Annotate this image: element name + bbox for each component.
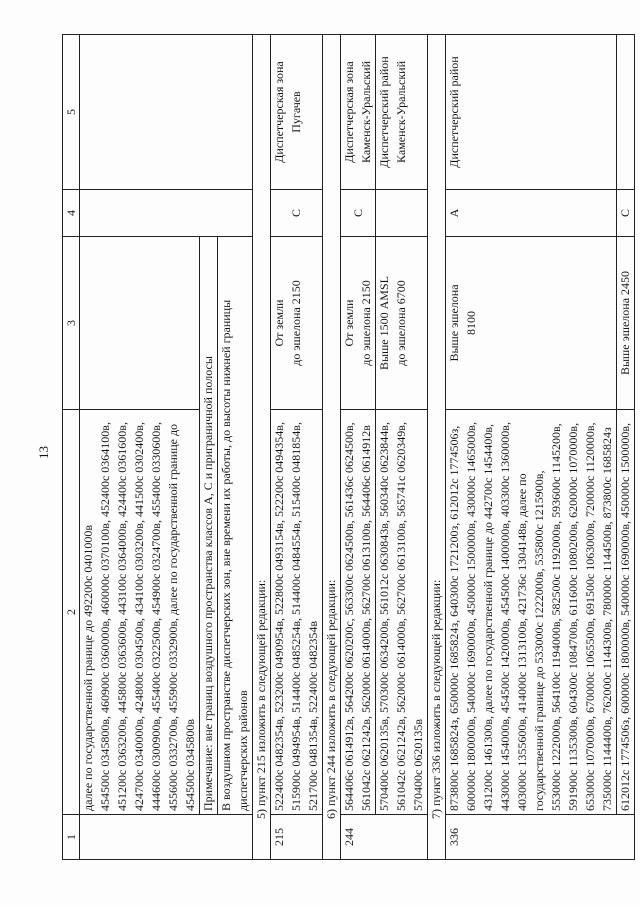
- amendment-heading-row: [323, 35, 341, 860]
- header-col-1: 1: [63, 815, 80, 860]
- note-1: Примечание: вне границ воздушного пространства классов А, С и приграничной полосы: [200, 237, 218, 815]
- zone-coordinates: 564406с 0614912в, 564200с 0620200с, 563300с 0624500в, 561436с 0624500в, 561042с 0621242в, 562000с 0614000в, 562700с 0613100в, 564406с 0614912в: [341, 410, 376, 815]
- item-number: 215: [271, 815, 323, 860]
- zone-name: Диспетчерский район: [446, 35, 617, 190]
- airspace-class: С: [617, 190, 635, 237]
- header-col-3: 3: [63, 237, 80, 410]
- amendment-heading-row: [428, 35, 446, 860]
- airspace-table: [62, 34, 635, 860]
- table-row: [617, 35, 635, 860]
- note-2: В воздушном пространстве диспетчерских зон, вне времени их работы, до высоты нижней границы диспетчерских районов: [218, 237, 253, 815]
- continuation-sector-cell: [80, 35, 253, 190]
- header-row: [63, 35, 80, 860]
- zone-name: Диспетчерский район Каменск-Уральский: [376, 35, 428, 190]
- continuation-altitude-cell: [80, 237, 200, 410]
- zone-coordinates: 612012с 1774506з, 600000с 1800000в, 540000с 1690000в, 450000с 1500000в,: [617, 410, 635, 815]
- continuation-coordinates: далее по государственной границе до 492200с 0401000в 454500с 0345800в, 460900с 0360000в, 460000с 0370100в, 452400с 0364100в, 451200с 0363200в, 445800с 0363600в, 443100с 0364000в, 424400с 0361600в, 424700с 0340000в, 424800с 0304500в, 434100с 0303200в, 441500с 0302400в, 444600с 0300900в, 455400с 0322500в, 454900с 0324700в, 455400с 0330600в, 455600с 0332700в, 455900с 0332900в, далее по государственной границе до 454500с 0345800в: [80, 410, 200, 815]
- zone-altitude: От земли до эшелона 2150: [341, 237, 376, 410]
- table-row: [341, 35, 376, 860]
- zone-name: [617, 35, 635, 190]
- airspace-class: [376, 190, 428, 237]
- table-row: [376, 35, 428, 860]
- zone-altitude: Выше эшелона 8100: [446, 237, 617, 410]
- header-col-5: 5: [63, 35, 80, 190]
- continuation-row: [80, 35, 200, 860]
- airspace-class: С: [271, 190, 323, 237]
- item-number: 336: [446, 815, 635, 860]
- page-number: 13: [36, 446, 51, 459]
- zone-name: Диспетчерская зона Пугачев: [271, 35, 323, 190]
- airspace-class: А: [446, 190, 617, 237]
- zone-coordinates: 873800с 1685824з, 650000с 1685824з, 640300с 1721200з, 612012с 1774506з, 600000с 1800000в, 540000с 1690000в, 450000с 1500000в, 430000с 1465000в, 431200с 1461300в, далее по государственной границе до 442700с 1454400в, 443000с 1454000в, 454500с 1420000в, 454500с 1400000в, 403300с 1360000в, 403000с 1355600в, 414000с 1313100в, 421736с 1304148в, далее по государственной границе до 533000с 1222000в, 535800с 1215900в, 553000с 1222000в, 564100с 1194000в, 582500с 1192000в, 593600с 1145200в, 591900с 1135300в, 604300с 1084700в, 611600с 1080200в, 620000с 1070000в, 653000с 1070000в, 670000с 1065500в, 691500с 1063000в, 720000с 1120000в, 735000с 1144400в, 762000с 1144300в, 780000с 1144500в, 873800с 1685824з: [446, 410, 617, 815]
- amendment-heading: 5) пункт 215 изложить в следующей редакции:: [253, 35, 271, 860]
- header-col-2: 2: [63, 410, 80, 815]
- zone-altitude: Выше эшелона 2450: [617, 237, 635, 410]
- zone-coordinates: 522400с 0482354в, 523200с 0490954в, 522800с 0493154в, 522200с 0494354в, 515900с 0494954в, 514400с 0485254в, 514400с 0484554в, 515400с 0481854в, 521700с 0481354в, 522400с 0482354в: [271, 410, 323, 815]
- zone-altitude: Выше 1500 AMSL до эшелона 6700: [376, 237, 428, 410]
- continuation-class-cell: [80, 190, 253, 237]
- amendment-heading: 6) пункт 244 изложить в следующей редакции:: [323, 35, 341, 860]
- header-col-4: 4: [63, 190, 80, 237]
- zone-coordinates: 570400с 0620135в, 570300с 0634200в, 561012с 0630843в, 560340с 0623844в, 561042с 0621242в, 562000с 0614000в, 562700с 0613100в, 565741с 0620349в, 570400с 0620135в: [376, 410, 428, 815]
- zone-altitude: От земли до эшелона 2150: [271, 237, 323, 410]
- amendment-heading: 7) пункт 336 изложить в следующей редакции:: [428, 35, 446, 860]
- item-number: 244: [341, 815, 428, 860]
- table-row: [446, 35, 617, 860]
- table-row: [271, 35, 323, 860]
- amendment-heading-row: [253, 35, 271, 860]
- zone-name: Диспетчерская зона Каменск-Уральский: [341, 35, 376, 190]
- airspace-class: С: [341, 190, 376, 237]
- continuation-number-cell: [80, 815, 253, 860]
